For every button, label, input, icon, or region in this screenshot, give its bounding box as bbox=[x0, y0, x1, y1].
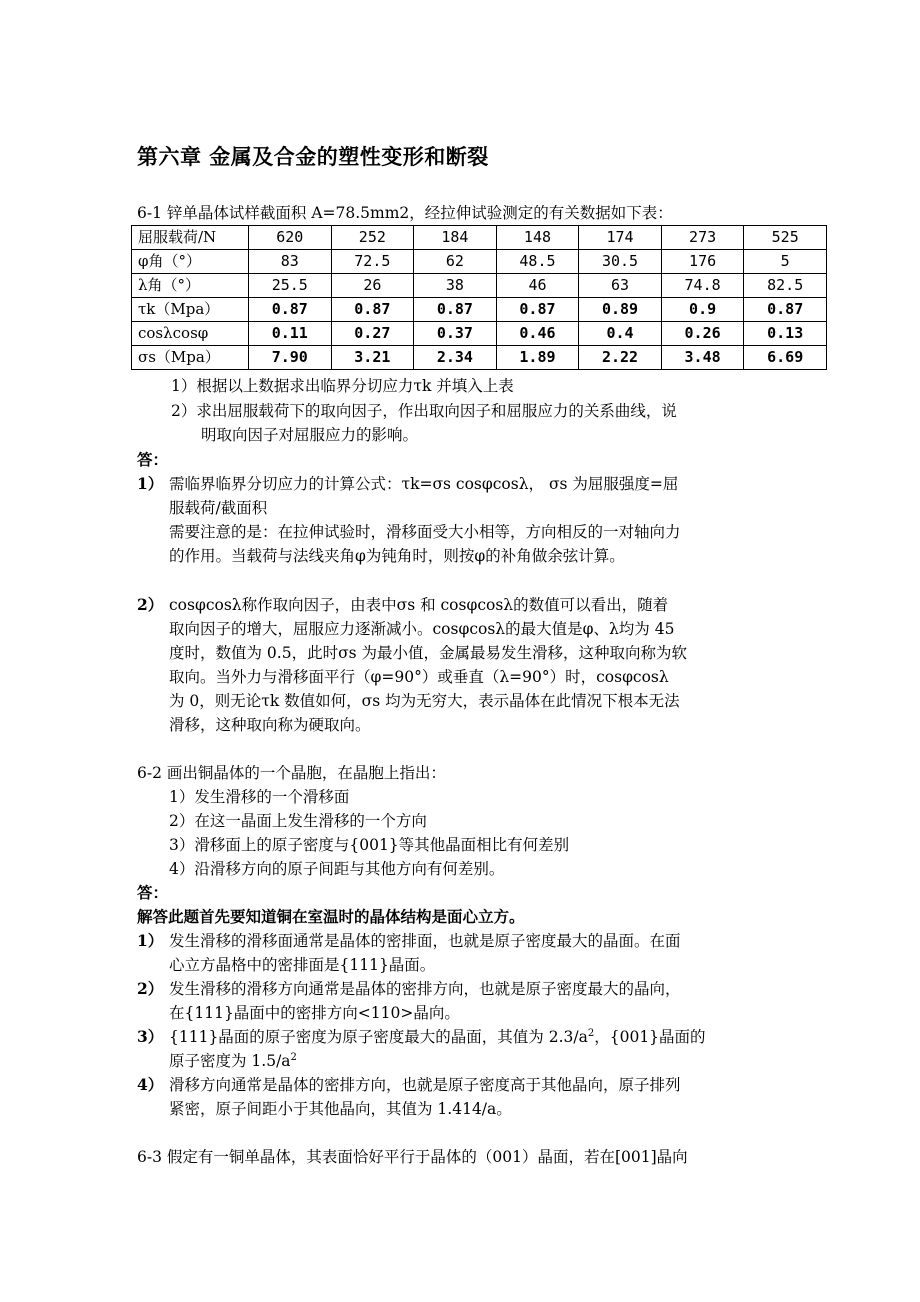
table-cell: 63 bbox=[579, 274, 662, 298]
table-cell: 46 bbox=[496, 274, 579, 298]
superscript: 2 bbox=[587, 1027, 595, 1039]
q1-answer-label: 答： bbox=[137, 450, 169, 469]
table-cell: 176 bbox=[661, 250, 744, 274]
q2-intro: 6-2 画出铜晶体的一个晶胞，在晶胞上指出： bbox=[137, 764, 446, 782]
q1-answer-2-line: cosφcosλ称作取向因子，由表中σs 和 cosφcosλ的数值可以看出，随着 bbox=[169, 596, 669, 614]
table-cell: 0.4 bbox=[579, 322, 662, 346]
table-row bbox=[132, 250, 827, 274]
q2-answer-3-line bbox=[169, 1026, 706, 1048]
q1-answer-2-line: 取向因子的增大，屈服应力逐渐减小。cosφcosλ的最大值是φ、λ均为 45 bbox=[169, 620, 675, 638]
table-cell: 7.90 bbox=[249, 346, 332, 370]
q2-answer-3-num: 3） bbox=[137, 1027, 164, 1046]
q2-answer-3-text-c: 原子密度为 1.5/a bbox=[169, 1052, 291, 1070]
row-label: λ角（°） bbox=[132, 274, 249, 298]
table-cell: 6.69 bbox=[744, 346, 827, 370]
table-row bbox=[132, 346, 827, 370]
q2-answer-1-line: 发生滑移的滑移面通常是晶体的密排面，也就是原子密度最大的晶面。在面 bbox=[169, 932, 681, 950]
q1-intro: 6-1 锌单晶体试样截面积 A=78.5mm2，经拉伸试验测定的有关数据如下表： bbox=[137, 204, 673, 222]
table-cell: 252 bbox=[331, 226, 414, 250]
q2-answer-4-num: 4） bbox=[137, 1075, 164, 1094]
table-cell: 0.37 bbox=[414, 322, 497, 346]
table-row bbox=[132, 274, 827, 298]
table-cell: 184 bbox=[414, 226, 497, 250]
table-cell: 0.87 bbox=[331, 298, 414, 322]
table-row bbox=[132, 298, 827, 322]
table-cell: 525 bbox=[744, 226, 827, 250]
table-cell: 0.13 bbox=[744, 322, 827, 346]
table-cell: 1.89 bbox=[496, 346, 579, 370]
table-cell: 30.5 bbox=[579, 250, 662, 274]
table-cell: 0.46 bbox=[496, 322, 579, 346]
q1-answer-2-line: 为 0，则无论τk 数值如何，σs 均为无穷大，表示晶体在此情况下根本无法 bbox=[169, 692, 680, 710]
table-cell: 0.9 bbox=[661, 298, 744, 322]
q1-answer-2-line: 度时，数值为 0.5，此时σs 为最小值，金属最易发生滑移，这种取向称为软 bbox=[169, 644, 688, 662]
q2-task-3: 3）滑移面上的原子密度与{001}等其他晶面相比有何差别 bbox=[169, 836, 570, 854]
row-label: σs（Mpa） bbox=[132, 346, 249, 370]
table-cell: 25.5 bbox=[249, 274, 332, 298]
table-cell: 0.87 bbox=[414, 298, 497, 322]
q3-intro: 6-3 假定有一铜单晶体，其表面恰好平行于晶体的（001）晶面，若在[001]晶向 bbox=[137, 1148, 688, 1166]
table-cell: 2.22 bbox=[579, 346, 662, 370]
table-cell: 82.5 bbox=[744, 274, 827, 298]
q1-answer-1-line: 需临界临界分切应力的计算公式：τk=σs cosφcosλ， σs 为屈服强度=屈 bbox=[169, 475, 679, 493]
q2-bold-intro: 解答此题首先要知道铜在室温时的晶体结构是面心立方。 bbox=[137, 907, 525, 926]
table-cell: 0.89 bbox=[579, 298, 662, 322]
table-row bbox=[132, 226, 827, 250]
row-label: 屈服载荷/N bbox=[132, 226, 249, 250]
table-cell: 0.87 bbox=[249, 298, 332, 322]
q2-task-2: 2）在这一晶面上发生滑移的一个方向 bbox=[169, 812, 427, 830]
data-table bbox=[131, 225, 827, 370]
q2-answer-4-line: 滑移方向通常是晶体的密排方向，也就是原子密度高于其他晶向，原子排列 bbox=[169, 1076, 681, 1094]
q2-answer-label: 答： bbox=[137, 883, 169, 902]
q2-answer-3-text-b: ，{001}晶面的 bbox=[594, 1028, 706, 1046]
table-cell: 38 bbox=[414, 274, 497, 298]
table-cell: 3.48 bbox=[661, 346, 744, 370]
table-cell: 26 bbox=[331, 274, 414, 298]
q2-answer-4-line: 紧密，原子间距小于其他晶向，其值为 1.414/a。 bbox=[169, 1100, 512, 1118]
q1-answer-2-num: 2） bbox=[137, 595, 164, 614]
q2-task-1: 1）发生滑移的一个滑移面 bbox=[169, 788, 350, 806]
q1-answer-1-line: 需要注意的是：在拉伸试验时，滑移面受大小相等，方向相反的一对轴向力 bbox=[169, 523, 681, 541]
table-cell: 0.27 bbox=[331, 322, 414, 346]
table-cell: 2.34 bbox=[414, 346, 497, 370]
q1-task-2: 2）求出屈服载荷下的取向因子，作出取向因子和屈服应力的关系曲线，说 bbox=[171, 402, 677, 420]
q1-answer-1-line: 的作用。当载荷与法线夹角φ为钝角时，则按φ的补角做余弦计算。 bbox=[169, 547, 625, 565]
table-cell: 273 bbox=[661, 226, 744, 250]
superscript: 2 bbox=[290, 1051, 297, 1063]
table-cell: 0.87 bbox=[744, 298, 827, 322]
table-cell: 0.87 bbox=[496, 298, 579, 322]
q2-task-4: 4）沿滑移方向的原子间距与其他方向有何差别。 bbox=[169, 860, 505, 878]
q2-answer-1-num: 1） bbox=[137, 931, 164, 950]
q1-task-1: 1）根据以上数据求出临界分切应力τk 并填入上表 bbox=[171, 377, 514, 395]
row-label: φ角（°） bbox=[132, 250, 249, 274]
table-row bbox=[132, 322, 827, 346]
q1-answer-1-num: 1） bbox=[137, 474, 164, 493]
table-cell: 0.26 bbox=[661, 322, 744, 346]
table-cell: 148 bbox=[496, 226, 579, 250]
table-cell: 3.21 bbox=[331, 346, 414, 370]
q1-answer-1-line: 服载荷/截面积 bbox=[169, 499, 268, 517]
row-label: τk（Mpa） bbox=[132, 298, 249, 322]
table-cell: 620 bbox=[249, 226, 332, 250]
table-cell: 0.11 bbox=[249, 322, 332, 346]
q1-answer-2-line: 滑移，这种取向称为硬取向。 bbox=[169, 716, 371, 734]
q1-task-2-cont: 明取向因子对屈服应力的影响。 bbox=[201, 426, 419, 444]
table-cell: 72.5 bbox=[331, 250, 414, 274]
q1-answer-2-line: 取向。当外力与滑移面平行（φ=90°）或垂直（λ=90°）时，cosφcosλ bbox=[169, 668, 669, 686]
q2-answer-3-line bbox=[169, 1050, 297, 1072]
q2-answer-2-line: 在{111}晶面中的密排方向<110>晶向。 bbox=[169, 1004, 460, 1022]
q2-answer-3-text-a: {111}晶面的原子密度为原子密度最大的晶面，其值为 2.3/a bbox=[169, 1028, 588, 1046]
table-cell: 48.5 bbox=[496, 250, 579, 274]
table-cell: 74.8 bbox=[661, 274, 744, 298]
row-label: cosλcosφ bbox=[132, 322, 249, 346]
table-cell: 83 bbox=[249, 250, 332, 274]
chapter-title: 第六章 金属及合金的塑性变形和断裂 bbox=[137, 145, 489, 169]
table-cell: 62 bbox=[414, 250, 497, 274]
table-cell: 5 bbox=[744, 250, 827, 274]
table-cell: 174 bbox=[579, 226, 662, 250]
q2-answer-2-num: 2） bbox=[137, 979, 164, 998]
q2-answer-2-line: 发生滑移的滑移方向通常是晶体的密排方向，也就是原子密度最大的晶向， bbox=[169, 980, 681, 998]
q2-answer-1-line: 心立方晶格中的密排面是{111}晶面。 bbox=[169, 956, 436, 974]
